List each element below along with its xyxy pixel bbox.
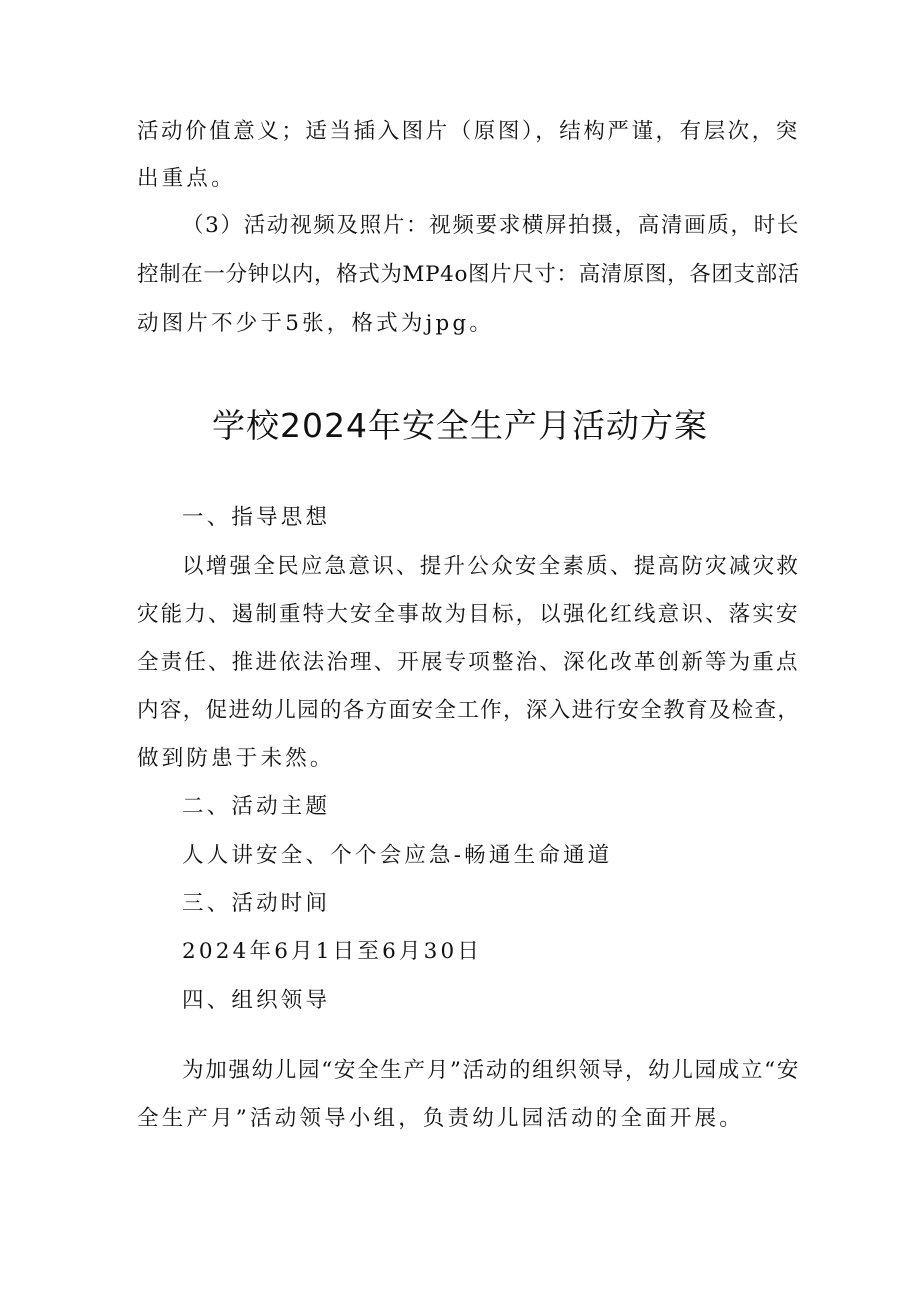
p2-line1: （3）活动视频及照片：视频要求横屏拍摄，高清画质，时长 — [182, 213, 801, 238]
section4-heading: 四、组织领导 — [182, 988, 331, 1013]
section4-line1: 为加强幼儿园“安全生产月”活动的组织领导，幼儿园成立“安 — [182, 1058, 801, 1083]
section1-heading: 一、指导思想 — [182, 505, 331, 530]
p2-line3: 动图片不少于5张，格式为jpg。 — [137, 311, 495, 336]
section1-line1: 以增强全民应急意识、提升公众安全素质、提高防灾减灾救 — [182, 554, 801, 579]
section2-heading: 二、活动主题 — [182, 794, 331, 819]
p1-line2: 出重点。 — [137, 166, 236, 191]
section1-line2: 灾能力、遏制重特大安全事故为目标，以强化红线意识、落实安 — [137, 602, 800, 627]
p2-line2: 控制在一分钟以内，格式为MP4o图片尺寸：高清原图，各团支部活 — [137, 262, 800, 287]
section4-line2: 全生产月”活动领导小组，负责幼儿园活动的全面开展。 — [137, 1106, 744, 1131]
document-title: 学校2024年安全生产月活动方案 — [212, 406, 708, 445]
section3-text: 2024年6月1日至6月30日 — [182, 939, 483, 964]
section1-line4: 内容，促进幼儿园的各方面安全工作，深入进行安全教育及检查， — [137, 698, 801, 723]
section1-line5: 做到防患于未然。 — [137, 746, 335, 771]
p1-line1: 活动价值意义；适当插入图片（原图），结构严谨，有层次，突 — [137, 119, 800, 144]
section2-text: 人人讲安全、个个会应急-畅通生命通道 — [182, 843, 613, 868]
section3-heading: 三、活动时间 — [182, 891, 331, 916]
section1-line3: 全责任、推进依法治理、开展专项整治、深化改革创新等为重点 — [137, 650, 800, 675]
